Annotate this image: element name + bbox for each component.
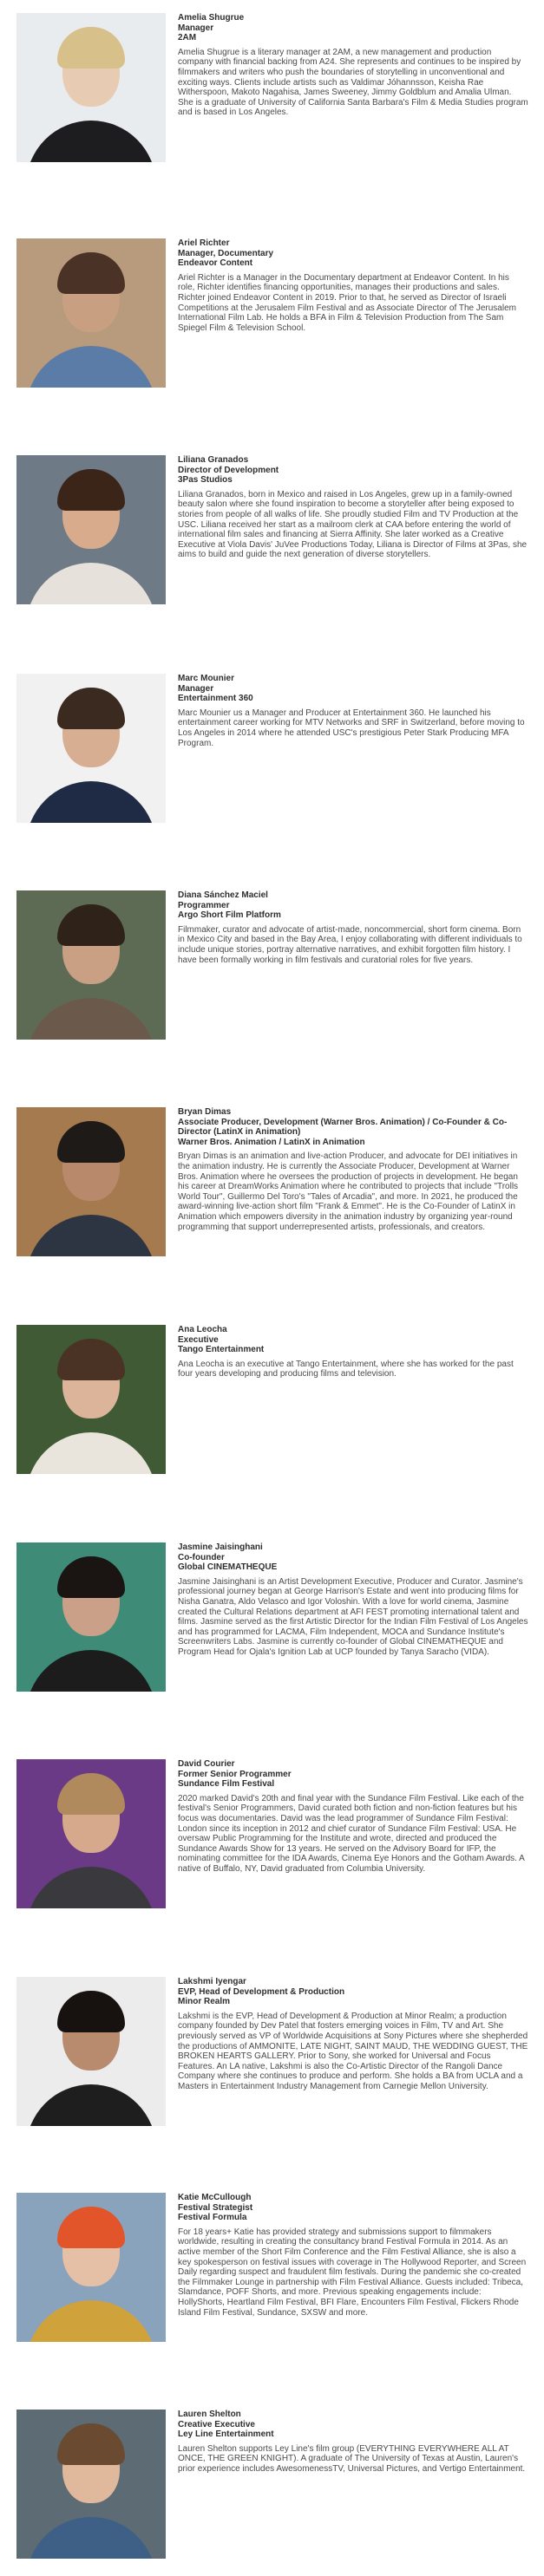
bio-card [16,1977,528,2126]
headshot-photo [16,1977,166,2126]
headshot-photo [16,455,166,604]
bio-text [178,455,528,560]
bio-title: Programmer [178,900,230,910]
bio-card [16,238,528,388]
bio-text [178,1759,528,1875]
bio-company: 3Pas Studios [178,475,233,486]
bio-title: Festival Strategist [178,2202,253,2213]
bio-description: 2020 marked David's 20th and final year with the Sundance Film Festival. Like each of the festival's Senior Programmers, David curated both fiction and non-fiction features but his focus was documentaries. David was the lead programmer of Sundance Film Festival: London since its inception in 2012 and chief curator of Sundance Film Festival: USA. He oversaw Public Programming for the Institute and wrote, directed and produced the Sundance Awards Show for 13 years. He served on the Advisory Board for IFP, the nominating committee for the IDA Awards, Cinema Eye Honors and the Gotham Awards. A native of Buffalo, NY, David graduated from Columbia University. [178,1793,525,1874]
bio-name: Katie McCullough [178,2193,252,2202]
bio-company: Tango Entertainment [178,1345,265,1355]
bio-text [178,890,528,965]
bio-card [16,1759,528,1908]
bio-company: Warner Bros. Animation / LatinX in Animation [178,1137,365,1147]
bio-card [16,674,528,823]
bio-card [16,13,528,162]
bio-title: Manager [178,23,214,33]
bio-title: Creative Executive [178,2419,255,2429]
headshot-photo [16,2410,166,2559]
headshot-photo [16,1759,166,1908]
bio-company: Festival Formula [178,2213,247,2223]
bio-name: Marc Mounier [178,674,235,683]
bio-card [16,890,528,1040]
bio-card [16,1325,528,1474]
bio-text [178,2193,528,2318]
bio-company: Endeavor Content [178,258,253,269]
bio-text [178,1977,528,2092]
bio-name: Lakshmi Iyengar [178,1977,246,1986]
bio-name: Bryan Dimas [178,1107,232,1117]
bio-text [178,1107,528,1232]
headshot-photo [16,238,166,388]
bio-title: Director of Development [178,465,279,475]
bio-description: Bryan Dimas is an animation and live-action Producer, and advocate for DEI initiatives in the animation industry. He is currently the Associate Producer, Development at Warner Bros. Animation where he oversees the production of projects in development. He began his career at DreamWorks Animation where he contributed to projects that include "Trolls World Tour", Guillermo Del Toro's "Tales of Arcadia", and more. In 2021, he produced the award-winning live-action short film "Frank & Emmet". He is the Co-Founder of LatinX in Animation which empowers diversity in the animation industry by organizing year-round programming that support underrepresented artists, professionals, and creators. [178,1151,519,1232]
bio-card [16,2193,528,2342]
bio-title: Former Senior Programmer [178,1769,292,1779]
headshot-photo [16,13,166,162]
headshot-photo [16,674,166,823]
headshot-photo [16,1542,166,1692]
bio-title: Manager, Documentary [178,248,274,258]
bio-title: Associate Producer, Development (Warner Bros. Animation) / Co-Founder & Co-Director (LatinX in Animation) [178,1117,508,1138]
headshot-photo [16,1325,166,1474]
bio-name: Jasmine Jaisinghani [178,1542,263,1552]
bio-name: Liliana Granados [178,455,249,465]
bio-company: Global CINEMATHEQUE [178,1562,278,1573]
bio-text [178,1325,528,1379]
bio-description: Filmmaker, curator and advocate of artist-made, noncommercial, short form cinema. Born in Mexico City and based in the Bay Area, I enjoy collaborating with different individuals to include unique stories, portray alternative narratives, and exhibit forgotten film history. I have been formally working in film festivals and curatorial roles for five years. [178,924,522,965]
bio-name: Lauren Shelton [178,2410,241,2419]
bio-name: David Courier [178,1759,235,1769]
bio-company: 2AM [178,33,197,43]
bio-title: EVP, Head of Development & Production [178,1986,345,1997]
bio-card [16,455,528,604]
bio-description: Lauren Shelton supports Ley Line's film group (EVERYTHING EVERYWHERE ALL AT ONCE, THE GREEN KNIGHT). A graduate of The University of Texas at Austin, Lauren's prior experience includes AwesomenessTV, Universal Pictures, and Vertigo Entertainment. [178,2443,526,2474]
bio-text [178,1542,528,1658]
bio-title: Manager [178,683,214,694]
bio-name: Diana Sánchez Maciel [178,890,268,900]
bio-card [16,1107,528,1256]
bio-description: For 18 years+ Katie has provided strategy and submissions support to filmmakers worldwide, resulting in creating the consultancy brand Festival Formula in 2014. As an active member of the Short Film Conference and the Film Festival Alliance, she is also a key spokesperson on festival issues with coverage in The Hollywood Reporter, and Screen Daily regarding suspect and fraudulent film festivals. During the pandemic she co-created the Filmmaker Lounge in partnership with Film Festival Alliance. Guests included: Tribeca, Slamdance, POFF Shorts, and more. Previous speaking engagements include: HollyShorts, Heartland Film Festival, BFI Flare, Encounters Film Festival, Flickers Rhode Island Film Festival, Sundance, SXSW and more. [178,2227,527,2318]
bio-name: Ariel Richter [178,238,230,248]
bio-title: Executive [178,1334,219,1345]
bio-company: Ley Line Entertainment [178,2429,274,2440]
bio-card [16,2410,528,2559]
bio-card [16,1542,528,1692]
bio-text [178,2410,528,2475]
bio-company: Argo Short Film Platform [178,910,281,921]
bio-company: Entertainment 360 [178,694,253,704]
bio-description: Amelia Shugrue is a literary manager at 2AM, a new management and production company with financial backing from A24. She represents and continues to be inspired by filmmakers and writers who push the boundaries of storytelling in unconventional and exciting ways. Clients include artists such as Valdimar Jóhannsson, Keisha Rae Witherspoon, Makoto Nagahisa, James Sweeney, Jimmy Goldblum and Amalia Ulman. She is a graduate of University of California Santa Barbara's Film & Media Studies program and is based in Los Angeles. [178,47,528,118]
bio-title: Co-founder [178,1552,225,1562]
headshot-photo [16,1107,166,1256]
bio-name: Ana Leocha [178,1325,227,1334]
bio-company: Minor Realm [178,1997,231,2007]
bio-description: Jasmine Jaisinghani is an Artist Development Executive, Producer and Curator. Jasmine's professional journey began at George Harrison's Estate and went into producing films for Nisha Ganatra, Aldo Velasco and Igor Voloshin. With a love for world cinema, Jasmine created the Cultural Relations department at AFI FEST promoting international talent and films. Jasmine served as the first Artistic Director for the Indian Film Festival of Los Angeles and has programmed for LACMA, Film Independent, MOCA and Sundance Institute's Screenwriters Labs. Jasmine is currently co-founder of Global CINEMATHEQUE and Program Head for Ojala's Ignition Lab at UCP founded by Tanya Saracho (VIDA). [178,1576,528,1657]
bio-description: Ana Leocha is an executive at Tango Entertainment, where she has worked for the past four years developing and producing films and television. [178,1359,514,1379]
bio-description: Marc Mounier us a Manager and Producer at Entertainment 360. He launched his entertainment career working for MTV Networks and SRF in Switzerland, before moving to Los Angeles in 2014 where he attended USC's prestigious Peter Stark Producing MFA Program. [178,708,525,748]
bio-text [178,13,528,118]
bio-company: Sundance Film Festival [178,1779,275,1790]
bio-description: Liliana Granados, born in Mexico and raised in Los Angeles, grew up in a family-owned beauty salon where she found inspiration to become a storyteller after being exposed to stories from people of all walks of life. She proudly studied Film and TV Production at the USC. Liliana received her start as a mailroom clerk at CAA before entering the world of international film sales and financing at Sierra Affinity. She later worked as a Creative Executive at Viola Davis' JuVee Productions Today, Liliana is Director of Films at 3Pas, she aims to build and guide the next generation of diverse storytellers. [178,489,528,560]
bio-description: Ariel Richter is a Manager in the Documentary department at Endeavor Content. In his role, Richter identifies financing opportunities, manages their productions and sales. Richter joined Endeavor Content in 2019. Prior to that, he served as Director of Israeli Competitions at the Jerusalem Film Festival and as Associate Director of The Jerusalem International Film Lab. He holds a BFA in Film & Television Production from The Sam Spiegel Film & Television School. [178,272,516,333]
bio-description: Lakshmi is the EVP, Head of Development & Production at Minor Realm; a production company founded by Dev Patel that fosters emerging voices in Film, TV and Art. She previously served as VP of Worldwide Acquisitions at Sony Pictures where she shepherded the productions of AMMONITE, LATE NIGHT, SAINT MAUD, THE WEDDING GUEST, THE BROKEN HEARTS GALLERY. Prior to Sony, she worked for Universal and Focus Features. An LA native, Lakshmi is also the Co-Artistic Director of the Rangoli Dance Company where she continues to produce and perform. She holds a BA from UCLA and a Masters in Entertainment Industry Management from Carnegie Mellon University. [178,2011,528,2091]
headshot-photo [16,890,166,1040]
headshot-photo [16,2193,166,2342]
bio-text [178,674,528,748]
bio-name: Amelia Shugrue [178,13,245,23]
bio-text [178,238,528,333]
